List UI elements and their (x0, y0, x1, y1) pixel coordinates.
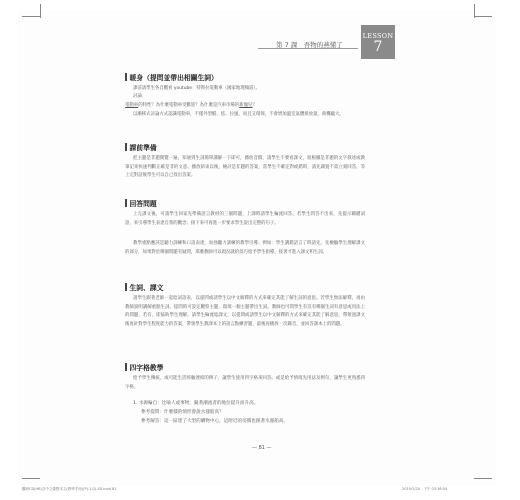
crop-mark (22, 16, 40, 17)
lesson-number: 7 (373, 39, 383, 55)
section-title-text: 課前準備 (129, 144, 157, 152)
warmup-text: 的特性？為什麼電動車受歡迎？為什麼是汽車市場的 (138, 103, 240, 108)
section-title-prep (125, 142, 157, 152)
print-info-left: 觀研CD(HB)含中文彙整本文(教學手冊)(P)-1(1)-SS.indd 81 (22, 487, 117, 491)
crop-mark (40, 4, 41, 18)
section-title-text: 暖身（提問並帶出相關生詞） (129, 74, 218, 82)
questions-paragraph-1: 上完課文後，可請學生回家先準備語言教材的三個問題，上課時請學生輪流回答，若學生問答不出來，先提示關鍵詞語，來引導學生表達自我的觀念；接下來可再進一步要求學生說出完整的句子。 (125, 212, 365, 226)
section-bar (125, 143, 127, 151)
section-bar (125, 283, 127, 291)
section-bar (125, 363, 127, 371)
chapter-title: 第 7 課 吾物的燕懂了 (276, 41, 343, 49)
warmup-line-2: 討論： (133, 94, 147, 99)
grammar-question-1: 參考提問：什麼樣的情形會說水漲船高？ (141, 410, 224, 415)
questions-paragraph-2: 教學重點應該是聽力訓練和口語表達，加強聽力訓練的教學引導；例如：學生講錯語言了時請先，先檢驗學生理解課文的部分，如果對於哪個問題有疑問，那麼教師可以現況就的技巧給予學生指導，接著才進入課文和生詞。 (125, 241, 365, 255)
page-number: — 81 — (252, 445, 272, 451)
term-new-favorite: 新寵兒 (239, 103, 253, 108)
print-info-right: 2019/2/20 下午 03:36:54 (402, 487, 448, 491)
vocab-paragraph: 請學生跟著老師一起唸詞語表，以提問或請學生以中文解釋的方式來確定其能了解生詞的意思。若學生無法解釋，再由教師說明講解重點生詞。提問時可設定觀察主題，環境一個主題帶出生詞。教師也可問學生有沒有哪個生詞有意思或用法上的問題，若有，即協助學生理解。請學生輪流唸課文，以提問或請學生以中文解釋的方式來確定其能了解意思，帶領過課文後再針對學生程度能力的答案，帶領學生教課本上的語言點練習題，最後再播放一次錄音，並回答課本上的問題。 (125, 296, 365, 327)
grammar-paragraph: 給予學生傳統，或可能生活經驗連結的例子，讓學生使用四字格來回答。或是給予情境先用法及例句，讓學生更熟悉四字格。 (125, 376, 365, 390)
section-title-grammar (125, 362, 163, 372)
grammar-answer-1: 參考解答：這一區建了大型的購物中心，這附近的房價也跟著水漲船高。 (141, 419, 289, 424)
section-title-questions (125, 198, 157, 208)
section-title-text: 生詞、課文 (129, 284, 164, 292)
section-title-text: 四字格教學 (129, 364, 164, 372)
section-title-warmup (125, 72, 218, 82)
grammar-item-1: 1. 水源輪自：比喻人或事物，隨著潮流者的地位提升而升高。 (133, 401, 259, 406)
section-title-vocab (125, 282, 163, 292)
section-bar (125, 73, 127, 81)
section-title-text: 回答問題 (129, 200, 157, 208)
lesson-label: LESSON (362, 32, 394, 40)
term-electric-car: 電動車 (125, 103, 139, 108)
warmup-paragraph: 以漸移式討論方式認識電動車，不僅外型酷、炫、拉風，而且又環保，不會增加溫室氣體排放量，商機龐大。 (133, 112, 344, 117)
section-bar (125, 199, 127, 207)
warmup-line-3 (125, 102, 365, 111)
lesson-tab (361, 25, 395, 59)
prep-paragraph: 把主題是非題開覽一遍，知通到生詞簡單講解一下即可，播放音檔，請學生不要看課文，很根據是非題的文字敘述或教筆記來快速判斷正確是非的文意。播放結束以後，檢討是非題的答案，當學生不確定對或錯時，請先調置不需立刻回答，等上完對話後學生可以自己找出答案。 (125, 156, 365, 179)
crop-mark (474, 4, 475, 18)
crop-mark (474, 16, 492, 17)
warmup-line-1: 課前請學生各自觀看 youtube：特斯拉電動車（國家地理頻道）。 (133, 86, 261, 91)
crop-mark (22, 478, 40, 479)
warmup-text: ？ (252, 103, 257, 108)
crop-mark (474, 478, 492, 479)
